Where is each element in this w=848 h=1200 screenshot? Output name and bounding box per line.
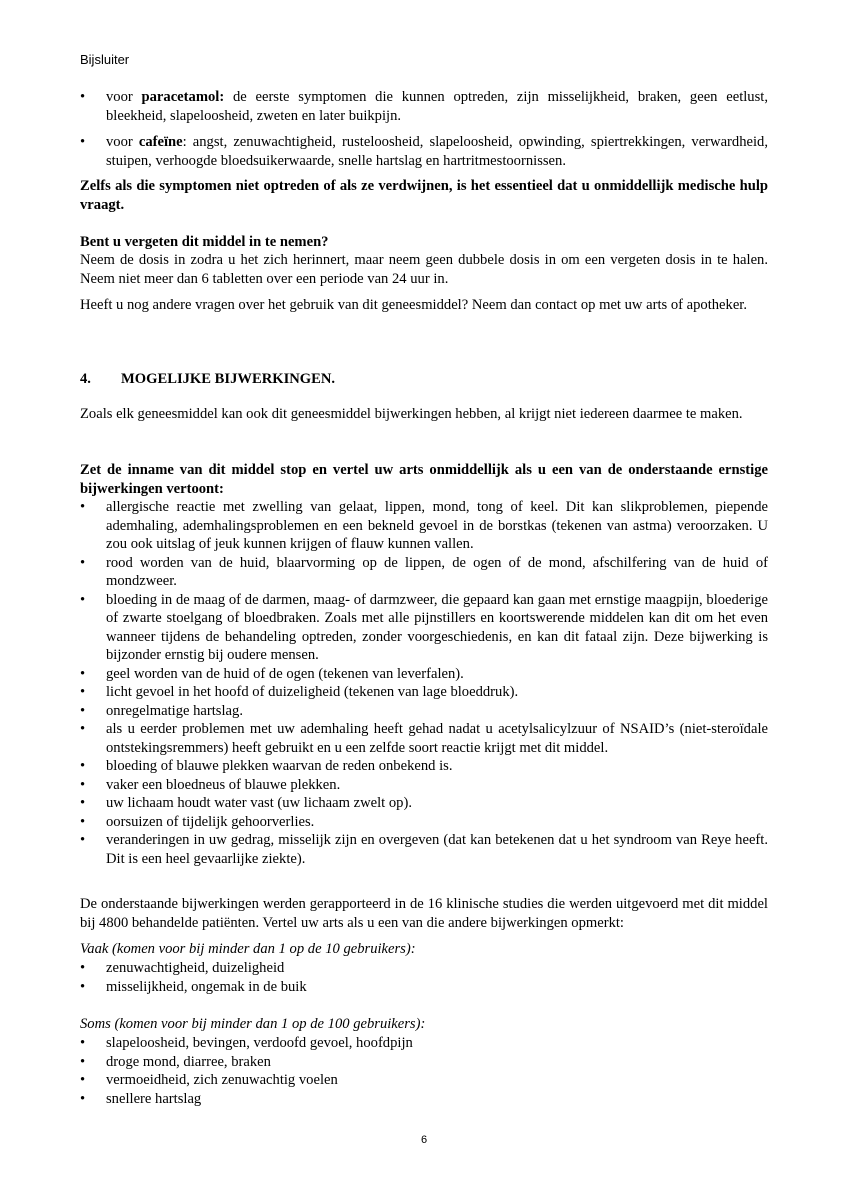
substance-name: paracetamol: bbox=[141, 89, 225, 105]
list-item: • licht gevoel in het hoofd of duizeligheid (tekenen van lage bloeddruk). bbox=[80, 683, 768, 702]
section-number: 4. bbox=[80, 371, 91, 387]
list-item: • voor paracetamol: de eerste symptomen die kunnen optreden, zijn misselijkheid, braken, geen eetlust, bleekheid, slapeloosheid, zweten en later buikpijn. bbox=[80, 88, 768, 125]
list-item: • allergische reactie met zwelling van gelaat, lippen, mond, tong of keel. Dit kan slikproblemen, piepende ademhaling, ademhalingsproblemen en een bekneld gevoel in de borstkas (tekenen van astma) veroorzaken. U zou ook uitslag of jeuk kunnen krijgen of flauw kunnen vallen. bbox=[80, 498, 768, 554]
list-item: • onregelmatige hartslag. bbox=[80, 702, 768, 721]
common-effects-list bbox=[80, 959, 768, 996]
list-item: • bloeding of blauwe plekken waarvan de reden onbekend is. bbox=[80, 757, 768, 776]
list-item: • zenuwachtigheid, duizeligheid bbox=[80, 959, 768, 978]
list-item: • veranderingen in uw gedrag, misselijk zijn en overgeven (dat kan betekenen dat u het syndroom van Reye heeft. Dit is een heel gevaarlijke ziekte). bbox=[80, 831, 768, 868]
list-item: • snellere hartslag bbox=[80, 1090, 768, 1109]
list-item: • droge mond, diarree, braken bbox=[80, 1053, 768, 1072]
list-item: • als u eerder problemen met uw ademhaling heeft gehad nadat u acetylsalicylzuur of NSAID’s (niet-steroïdale ontstekingsremmers) heeft gebruikt en u een zelfde soort reactie krijgt met dit middel. bbox=[80, 720, 768, 757]
frequency-heading-uncommon: Soms (komen voor bij minder dan 1 op de 100 gebruikers): bbox=[80, 1016, 426, 1032]
uncommon-effects-list bbox=[80, 1034, 768, 1108]
list-item: • vermoeidheid, zich zenuwachtig voelen bbox=[80, 1071, 768, 1090]
list-item: • slapeloosheid, bevingen, verdoofd gevoel, hoofdpijn bbox=[80, 1034, 768, 1053]
serious-effects-list bbox=[80, 498, 768, 868]
list-item: • vaker een bloedneus of blauwe plekken. bbox=[80, 776, 768, 795]
intro-text: Zoals elk geneesmiddel kan ook dit geneesmiddel bijwerkingen hebben, al krijgt niet iedereen daarmee te maken. bbox=[80, 406, 743, 422]
forgot-dose-text: Neem de dosis in zodra u het zich herinnert, maar neem geen dubbele dosis in om een vergeten dosis in te halen. Neem niet meer dan 6 tabletten over een periode van 24 uur in. bbox=[80, 252, 768, 287]
list-item: • voor cafeïne: angst, zenuwachtigheid, rusteloosheid, slapeloosheid, opwinding, spiertrekkingen, verwardheid, stuipen, verhoogde bloedsuikerwaarde, snelle hartslag en hartritmestoornissen. bbox=[80, 133, 768, 170]
page-header: Bijsluiter bbox=[80, 52, 130, 67]
overdose-symptom-list bbox=[80, 88, 768, 170]
page-number: 6 bbox=[420, 1134, 428, 1146]
stop-use-heading: Zet de inname van dit middel stop en vertel uw arts onmiddellijk als u een van de onderstaande ernstige bijwerkingen vertoont: bbox=[80, 462, 768, 497]
substance-name: cafeïne bbox=[138, 134, 183, 150]
reported-effects-text: De onderstaande bijwerkingen werden gerapporteerd in de 16 klinische studies die werden uitgevoerd met dit middel bij 4800 behandelde patiënten. Vertel uw arts als u een van die andere bijwerkingen opmerkt: bbox=[80, 896, 768, 931]
medical-help-warning: Zelfs als die symptomen niet optreden of als ze verdwijnen, is het essentieel dat u onmiddellijk medische hulp vraagt. bbox=[80, 178, 768, 213]
list-item: • oorsuizen of tijdelijk gehoorverlies. bbox=[80, 813, 768, 832]
list-item: • rood worden van de huid, blaarvorming op de lippen, de ogen of de mond, afschilfering van de huid of mondzweer. bbox=[80, 554, 768, 591]
questions-text: Heeft u nog andere vragen over het gebruik van dit geneesmiddel? Neem dan contact op met uw arts of apotheker. bbox=[80, 297, 748, 313]
list-item: • uw lichaam houdt water vast (uw lichaam zwelt op). bbox=[80, 794, 768, 813]
frequency-heading-common: Vaak (komen voor bij minder dan 1 op de 10 gebruikers): bbox=[80, 941, 416, 957]
section-heading bbox=[80, 370, 768, 389]
forgot-dose-heading: Bent u vergeten dit middel in te nemen? bbox=[80, 234, 329, 250]
list-item: • geel worden van de huid of de ogen (tekenen van leverfalen). bbox=[80, 665, 768, 684]
list-item: • misselijkheid, ongemak in de buik bbox=[80, 978, 768, 997]
list-item: • bloeding in de maag of de darmen, maag- of darmzweer, die gepaard kan gaan met ernstige maagpijn, bloederige of zwarte stoelgang of bloedbraken. Zoals met alle pijnstillers en koortswerende middelen kan dit om het even wanneer tijdens de behandeling optreden, zonder voorgeschiedenis, en kan dit fataal zijn. Deze bijwerking is bijzonder ernstig bij oudere mensen. bbox=[80, 591, 768, 665]
section-title: MOGELIJKE BIJWERKINGEN. bbox=[121, 371, 336, 387]
